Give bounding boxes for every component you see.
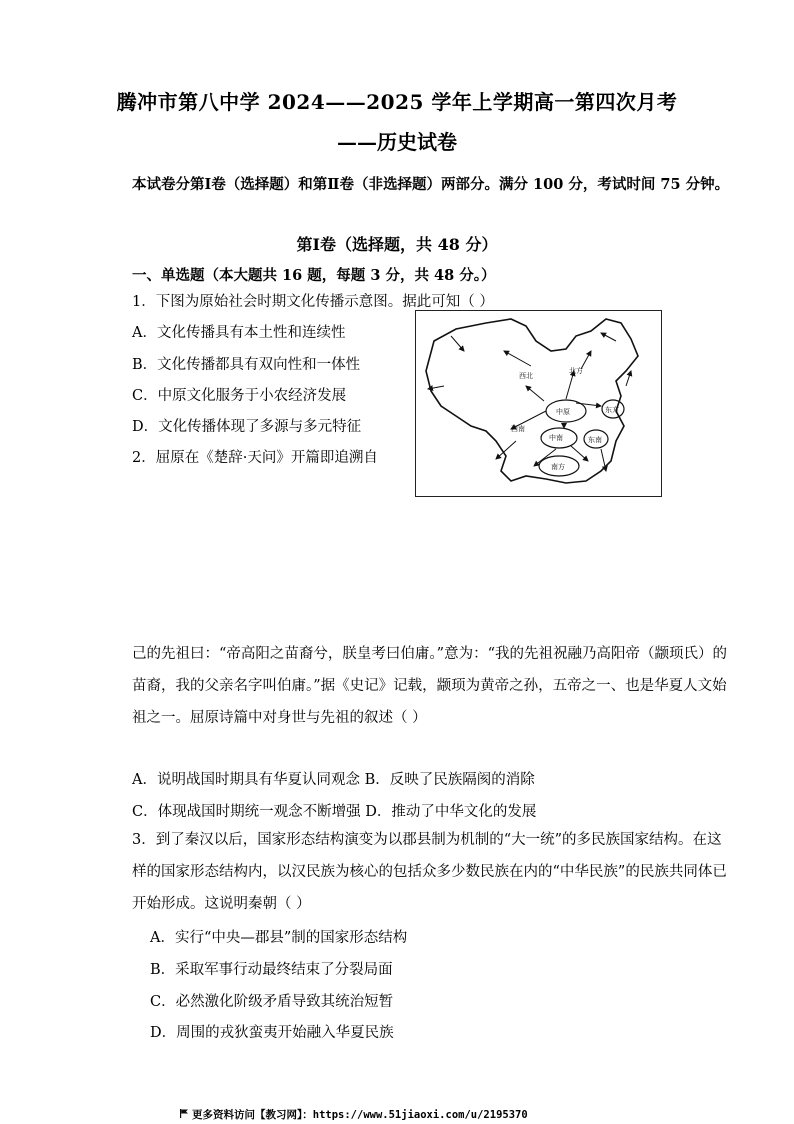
q2-stem-start: 2．屈原在《楚辞·天问》开篇即追溯自: [132, 450, 378, 466]
map-label-south: 南方: [551, 463, 565, 471]
q1-option-a: A．文化传播具有本土性和连续性: [132, 325, 346, 341]
q3-option-b: B．采取军事行动最终结束了分裂局面: [150, 962, 393, 978]
map-label-northwest: 西北: [519, 372, 533, 380]
q1-option-d: D．文化传播体现了多源与多元特征: [132, 419, 362, 435]
q2-stem-rest: 己的先祖曰：“帝高阳之苗裔兮，朕皇考曰伯庸。”意为：“我的先祖祝融乃高阳帝（颛顼氏）的苗裔，我的父亲名字叫伯庸。”据《史记》记载，颛顼为黄帝之孙，五帝之一、也是华夏人文始祖之一。屈原诗篇中对身世与先祖的叙述（ ）: [132, 646, 727, 726]
map-label-southwest: 西南: [511, 425, 525, 433]
culture-diffusion-map: [415, 310, 662, 497]
q2-options-cd: C．体现战国时期统一观念不断增强 D．推动了中华文化的发展: [132, 804, 537, 820]
q3-option-a: A．实行“中央—郡县”制的国家形态结构: [150, 930, 408, 946]
map-label-east: 东方: [605, 406, 619, 414]
q1-option-b: B．文化传播都具有双向性和一体性: [132, 357, 361, 373]
exam-subtitle: ——历史试卷: [337, 130, 457, 154]
footer-text: 更多资料访问【教习网】：https://www.51jiaoxi.com/u/2195370: [192, 1109, 528, 1121]
exam-instructions: 本试卷分第Ⅰ卷（选择题）和第Ⅱ卷（非选择题）两部分。满分 100 分，考试时间 75 分钟。: [132, 176, 730, 193]
q1-stem: 1．下图为原始社会时期文化传播示意图。据此可知（ ）: [132, 294, 494, 310]
map-svg: [416, 311, 661, 496]
q3-option-d: D．周围的戎狄蛮夷开始融入华夏民族: [150, 1025, 394, 1041]
map-label-north: 北方: [569, 367, 583, 375]
q2-options-ab: A．说明战国时期具有华夏认同观念 B．反映了民族隔阂的消除: [132, 772, 535, 788]
map-label-central-plains: 中原: [556, 408, 570, 416]
section-heading: 第Ⅰ卷（选择题，共 48 分）: [296, 235, 498, 254]
q3-option-c: C．必然激化阶级矛盾导致其统治短暂: [150, 994, 394, 1010]
q3-stem: 3．到了秦汉以后，国家形态结构演变为以郡县制为机制的“大一统”的多民族国家结构。在这样的国家形态结构内，以汉民族为核心的包括众多少数民族在内的“中华民族”的民族共同体已开始形成。这说明秦朝（ ）: [132, 832, 727, 912]
flag-icon: [180, 1109, 188, 1118]
diffusion-arrows: [428, 333, 631, 471]
q1-option-c: C．中原文化服务于小农经济发展: [132, 388, 347, 404]
map-label-southeast: 东南: [588, 436, 602, 444]
part-heading: 一、单选题（本大题共 16 题，每题 3 分，共 48 分。）: [132, 267, 496, 284]
exam-title: 腾冲市第八中学 2024——2025 学年上学期高一第四次月考: [116, 90, 678, 114]
footer-link[interactable]: [180, 1107, 528, 1122]
map-label-central-south: 中南: [549, 434, 563, 442]
